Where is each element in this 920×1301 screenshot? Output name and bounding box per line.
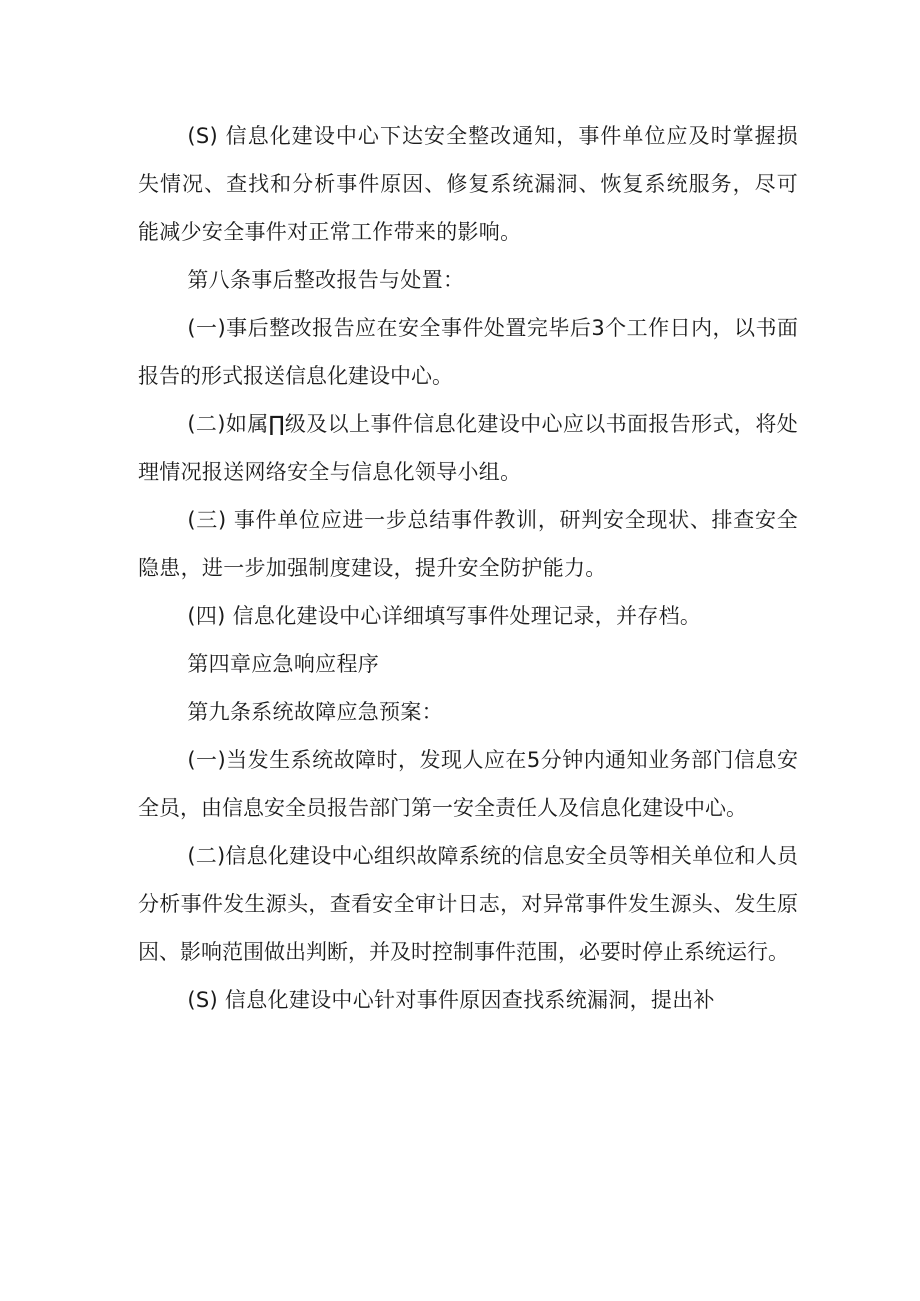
paragraph-vulnerability-fix: (S) 信息化建设中心针对事件原因查找系统漏洞，提出补 [187,988,715,1012]
paragraph-level-two-report: (二)如属∏级及以上事件信息化建设中心应以书面报告形式，将处理情况报送网络安全与信息化领导小组。 [138,412,798,484]
paragraph-rectification-notice: (S) 信息化建设中心下达安全整改通知，事件单位应及时掌握损失情况、查找和分析事件原因、修复系统漏洞、恢复系统服务，尽可能减少安全事件对正常工作带来的影响。 [138,124,798,244]
article-9-heading: 第九条系统故障应急预案： [187,700,443,724]
article-8-heading: 第八条事后整改报告与处置： [187,268,465,292]
paragraph-lessons-learned: (三) 事件单位应进一步总结事件教训，研判安全现状、排查安全隐患，进一步加强制度建设，提升安全防护能力。 [138,508,798,580]
paragraph-fault-notification: (一)当发生系统故障时，发现人应在5分钟内通知业务部门信息安全员，由信息安全员报告部门第一安全责任人及信息化建设中心。 [138,748,798,820]
document-body [138,112,798,1024]
paragraph-report-deadline: (一)事后整改报告应在安全事件处置完毕后3个工作日内，以书面报告的形式报送信息化建设中心。 [138,316,798,388]
chapter-4-heading: 第四章应急响应程序 [187,652,380,676]
paragraph-fault-analysis: (二)信息化建设中心组织故障系统的信息安全员等相关单位和人员分析事件发生源头，查看安全审计日志，对异常事件发生源头、发生原因、影响范围做出判断，并及时控制事件范围，必要时停止系统运行。 [138,844,798,964]
paragraph-record-archive: (四) 信息化建设中心详细填写事件处理记录，并存档。 [187,604,702,628]
